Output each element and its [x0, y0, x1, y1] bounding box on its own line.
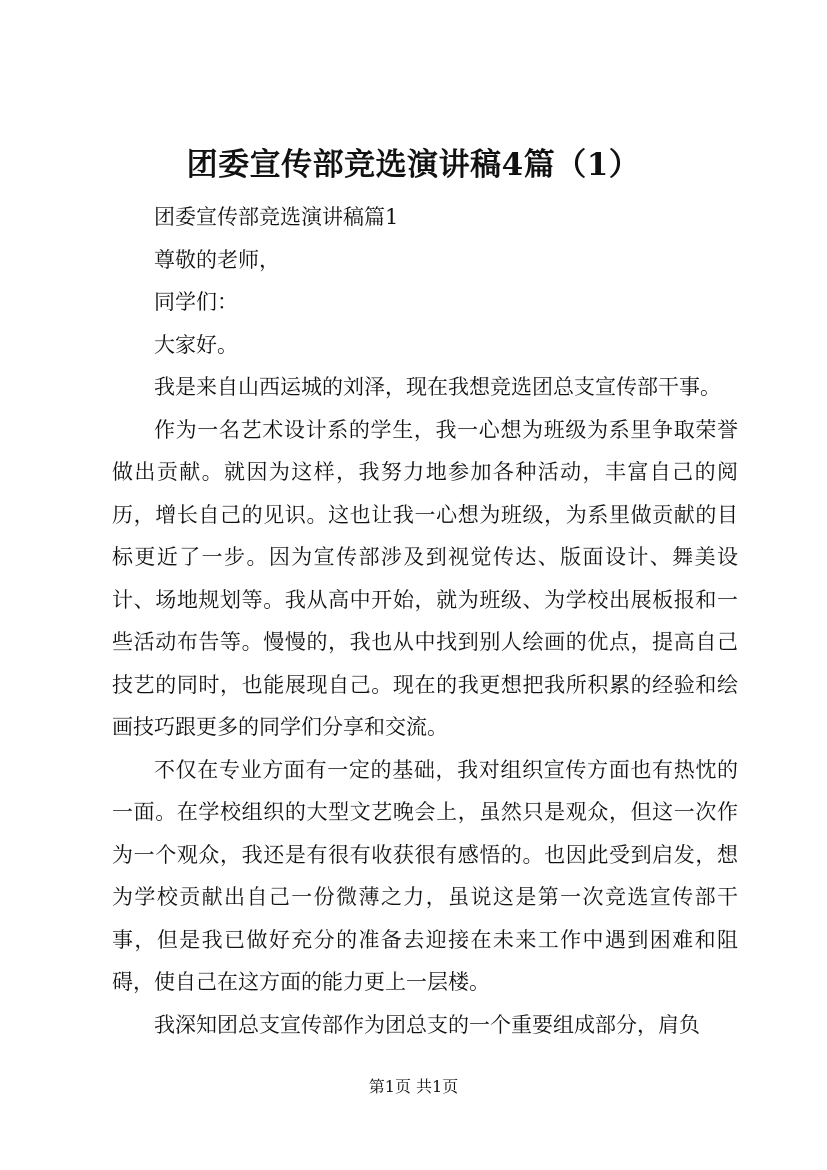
paragraph-subtitle: 团委宣传部竞选演讲稿篇1: [154, 205, 399, 229]
paragraph-salutation-students: 同学们：: [154, 290, 238, 314]
paragraph-introduction: 我是来自山西运城的刘泽，现在我想竞选团总支宣传部干事。: [154, 375, 721, 399]
paragraph-body: 我深知团总支宣传部作为团总支的一个重要组成部分，肩负: [154, 1012, 700, 1037]
document-body: [112, 196, 738, 1046]
paragraph-salutation-teachers: 尊敬的老师，: [154, 247, 280, 272]
paragraph-body: 不仅在专业方面有一定的基础，我对组织宣传方面也有热忱的一面。在学校组织的大型文艺晚会上，虽然只是观众，但这一次作为一个观众，我还是有很有收获很有感悟的。也因此受到启发，想为学校贡献出自己一份微薄之力，虽说这是第一次竞选宣传部干事，但是我已做好充分的准备去迎接在未来工作中遇到困难和阻碍，使自己在这方面的能力更上一层楼。: [112, 757, 738, 994]
page-title: 团委宣传部竞选演讲稿4篇（1）: [186, 147, 641, 183]
page-number-footer: 第1页 共1页: [368, 1077, 459, 1096]
paragraph-greeting: 大家好。: [154, 332, 238, 357]
paragraph-body: 作为一名艺术设计系的学生，我一心想为班级为系里争取荣誉做出贡献。就因为这样，我努力地参加各种活动，丰富自己的阅历，增长自己的见识。这也让我一心想为班级，为系里做贡献的目标更近了一步。因为宣传部涉及到视觉传达、版面设计、舞美设计、场地规划等。我从高中开始，就为班级、为学校出展板报和一些活动布告等。慢慢的，我也从中找到别人绘画的优点，提高自己技艺的同时，也能展现自己。现在的我更想把我所积累的经验和绘画技巧跟更多的同学们分享和交流。: [112, 417, 738, 739]
